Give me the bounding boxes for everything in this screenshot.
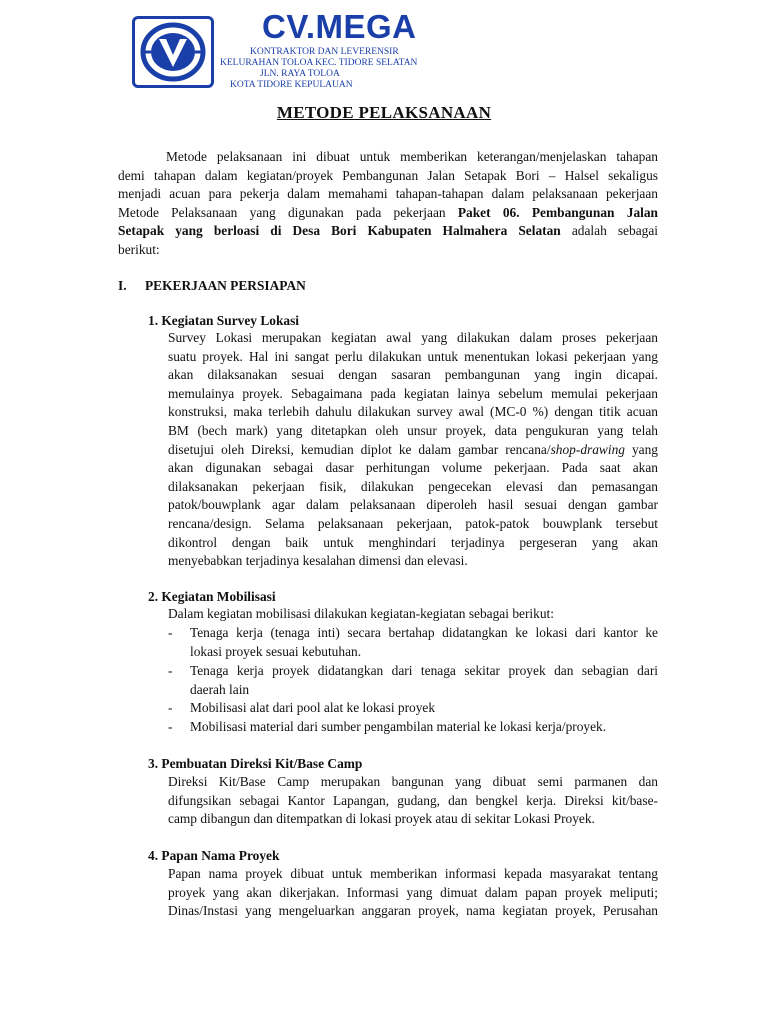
item-heading: 1. Kegiatan Survey Lokasi <box>148 313 300 328</box>
text-line: Dinas/Instasi yang mengeluarkan anggaran proyek, nama kegiatan proyek, Perusahan <box>168 903 658 919</box>
text-line: Direksi Kit/Base Camp merupakan bangunan yang dibuat semi parmanen dan <box>168 774 658 789</box>
text-line: rencana/design. Selama pelaksanaan pekerjaan, patok-patok bouwplank tersebut <box>168 515 658 531</box>
logo-emblem-icon <box>135 19 211 85</box>
letterhead-line: KONTRAKTOR DAN LEVERENSIR <box>250 47 399 57</box>
text-line: Survey Lokasi merupakan kegiatan awal yang dilakukan dalam proses pekerjaan <box>168 330 658 345</box>
company-name: CV.MEGA <box>262 8 417 45</box>
text-line: akan dilaksanakan sesuai dengan sasaran pembangunan yang ingin dicapai. <box>168 367 658 383</box>
text-line: menjadi acuan para pekerja dalam memahami tahapan-tahapan dalam pelaksanaan pekerjaan <box>118 186 658 202</box>
text-span: yang <box>624 441 658 457</box>
bullet-text <box>190 624 658 661</box>
text-line: dikontrol dengan baik untuk menghindari terjadinya pergeseran yang akan <box>168 534 658 550</box>
italic-span: shop-drawing <box>550 441 625 457</box>
text-line: Tenaga kerja (tenaga inti) secara bertahap didatangkan ke lokasi dari kantor ke <box>190 625 658 640</box>
letterhead-line: JLN. RAYA TOLOA <box>260 69 340 79</box>
text-line: menyebabkan terjadinya kesalahan dimensi dan elevasi. <box>168 553 468 569</box>
text-line: Papan nama proyek dibuat untuk memberikan informasi kepada masyarakat tentang <box>168 866 658 881</box>
bullet-dash: - <box>168 719 173 734</box>
bold-span: Setapak yang berloasi di Desa Bori Kabupaten Halmahera Selatan <box>118 223 561 239</box>
text-span: Metode Pelaksanaan yang digunakan pada pekerjaan <box>118 204 458 220</box>
bullet-dash: - <box>168 700 173 715</box>
item-intro: Dalam kegiatan mobilisasi dilakukan kegiatan-kegiatan sebagai berikut: <box>168 606 554 621</box>
text-line: Metode pelaksanaan ini dibuat untuk memberikan keterangan/menjelaskan tahapan <box>166 149 658 164</box>
text-line: proyek yang akan dikerjakan. Informasi yang dimuat dalam papan proyek meliputi; <box>168 884 658 900</box>
text-line: BM (bech mark) yang ditetapkan oleh unsur proyek, data pengukuran yang telah <box>168 422 658 438</box>
text-line <box>118 222 658 241</box>
text-line: Tenaga kerja proyek didatangkan dari tenaga sekitar proyek dan sebagian dari <box>190 663 658 678</box>
bullet-dash: - <box>168 625 173 640</box>
bullet-text <box>190 662 658 699</box>
text-line: akan digunakan sebagai dasar perhitungan volume pekerjaan. Pada saat akan <box>168 460 658 476</box>
section-number: I. <box>118 278 127 293</box>
letterhead-line: KELURAHAN TOLOA KEC. TIDORE SELATAN <box>220 58 418 68</box>
text-line: demi tahapan dalam kegiatan/proyek Pembangunan Jalan Setapak Bori – Halsel sekaligus <box>118 167 658 183</box>
text-line: konstruksi, maka terlebih dahulu dilakukan survey awal (MC-0 %) dengan titik acuan <box>168 404 658 420</box>
text-line: berikut: <box>118 241 160 257</box>
bullet-text <box>190 699 658 718</box>
section-title: PEKERJAAN PERSIAPAN <box>145 278 306 293</box>
text-line: difungsikan sebagai Kantor Lapangan, gudang, dan bengkel kerja. Direksi kit/base- <box>168 792 658 808</box>
item-body <box>168 329 658 571</box>
text-line: patok/bouwplank agar dalam pelaksanaan diperoleh hasil sesuai dengan gambar <box>168 497 658 513</box>
item-heading: 3. Pembuatan Direksi Kit/Base Camp <box>148 756 363 771</box>
bold-span: Paket 06. Pembangunan Jalan <box>457 204 658 220</box>
text-line <box>168 441 658 460</box>
item-body <box>168 773 658 829</box>
bullet-text <box>190 718 658 737</box>
text-line: daerah lain <box>190 681 250 697</box>
text-line: lokasi proyek sesuai kebutuhan. <box>190 643 362 659</box>
item-heading: 2. Kegiatan Mobilisasi <box>148 589 276 604</box>
text-line: Mobilisasi material dari sumber pengambilan material ke lokasi kerja/proyek. <box>190 719 607 734</box>
text-line: Mobilisasi alat dari pool alat ke lokasi proyek <box>190 700 436 715</box>
item-heading: 4. Papan Nama Proyek <box>148 848 280 863</box>
text-line: suatu proyek. Hal ini sangat perlu dilakukan untuk menentukan lokasi pekerjaan yang <box>168 348 658 364</box>
page-title: METODE PELAKSANAAN <box>276 103 492 122</box>
text-span: disetujui oleh Direksi, kemudian diplot ke dalam gambar rencana/ <box>168 441 551 457</box>
letterhead-line: KOTA TIDORE KEPULAUAN <box>230 80 353 90</box>
letterhead <box>132 10 432 92</box>
text-span: adalah sebagai <box>560 223 658 239</box>
item-body <box>168 865 658 921</box>
bullet-dash: - <box>168 663 173 678</box>
text-line <box>118 204 658 223</box>
text-line: dilaksanakan pekerjaan fisik, dilakukan pengecekan elevasi dan pemasangan <box>168 478 658 494</box>
intro-paragraph <box>118 148 658 260</box>
text-line: memulainya proyek. Sebagaimana pada kegiatan lainya sebelum memulai pekerjaan <box>168 385 658 401</box>
company-logo <box>132 16 214 88</box>
text-line: camp dibangun dan ditempatkan di lokasi proyek atau di sekitar Lokasi Proyek. <box>168 811 595 827</box>
